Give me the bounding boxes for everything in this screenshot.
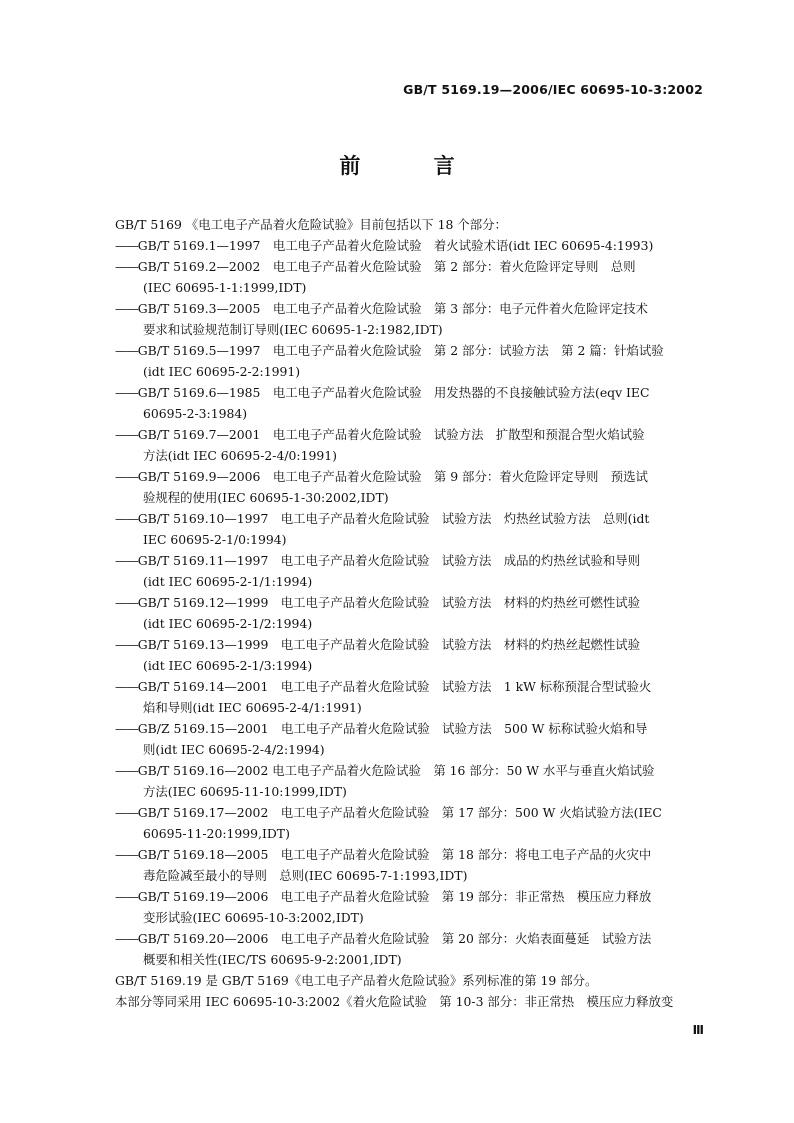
list-item-line — [115, 235, 705, 256]
list-item — [115, 298, 705, 340]
list-item — [115, 844, 705, 886]
list-item-continuation: (idt IEC 60695-2-1/1:1994) — [143, 574, 313, 589]
list-item — [115, 424, 705, 466]
list-item-line — [115, 886, 705, 907]
list-item-text: GB/T 5169.18—2005 电工电子产品着火危险试验 第 18 部分：将电工电子产品的火灾中 — [137, 847, 652, 862]
list-item — [115, 718, 705, 760]
list-item-continuation: IEC 60695-2-1/0:1994) — [143, 532, 287, 547]
list-item-line — [115, 634, 705, 655]
list-item-continuation: 变形试验(IEC 60695-10-3:2002,IDT) — [143, 910, 364, 925]
em-dash-marker: —— — [115, 847, 138, 862]
list-item-line — [115, 340, 705, 361]
list-item-continuation: (idt IEC 60695-2-2:1991) — [143, 364, 301, 379]
list-item-text: GB/T 5169.11—1997 电工电子产品着火危险试验 试验方法 成品的灼热丝试验和导则 — [137, 553, 641, 568]
list-item-text: GB/T 5169.12—1999 电工电子产品着火危险试验 试验方法 材料的灼热丝可燃性试验 — [137, 595, 641, 610]
list-item-text: GB/Z 5169.15—2001 电工电子产品着火危险试验 试验方法 500 W 标称试验火焰和导 — [137, 721, 648, 736]
em-dash-marker: —— — [115, 637, 138, 652]
page-title: 前 言 — [339, 154, 488, 178]
em-dash-marker: —— — [115, 238, 138, 253]
list-item — [115, 592, 705, 634]
list-item — [115, 634, 705, 676]
list-item — [115, 235, 705, 256]
em-dash-marker: —— — [115, 553, 138, 568]
list-item — [115, 382, 705, 424]
page-number: Ⅲ — [692, 1023, 704, 1037]
list-item-line — [115, 298, 705, 319]
list-item-line — [115, 676, 705, 697]
list-item-text: GB/T 5169.1—1997 电工电子产品着火危险试验 着火试验术语(idt IEC 60695-4:1993) — [137, 238, 654, 253]
list-item-continuation: 60695-11-20:1999,IDT) — [143, 826, 290, 841]
list-item-line — [115, 928, 705, 949]
list-item-continuation: 则(idt IEC 60695-2-4/2:1994) — [143, 742, 325, 757]
list-item-continuation: 焰和导则(idt IEC 60695-2-4/1:1991) — [143, 700, 362, 715]
list-item-line — [115, 718, 705, 739]
list-item-text: GB/T 5169.20—2006 电工电子产品着火危险试验 第 20 部分：火焰表面蔓延 试验方法 — [137, 931, 652, 946]
em-dash-marker: —— — [115, 385, 138, 400]
intro-paragraph: GB/T 5169 《电工电子产品着火危险试验》目前包括以下 18 个部分： — [115, 217, 507, 232]
list-item — [115, 802, 705, 844]
list-item-line — [115, 760, 705, 781]
list-item-text: GB/T 5169.6—1985 电工电子产品着火危险试验 用发热器的不良接触试验方法(eqv IEC — [137, 385, 650, 400]
list-item-continuation: 方法(idt IEC 60695-2-4/0:1991) — [143, 448, 337, 463]
em-dash-marker: —— — [115, 721, 138, 736]
list-item-line — [115, 256, 705, 277]
parts-list — [115, 235, 705, 970]
list-item-continuation: 60695-2-3:1984) — [143, 406, 248, 421]
em-dash-marker: —— — [115, 301, 138, 316]
list-item-continuation: 毒危险减至最小的导则 总则(IEC 60695-7-1:1993,IDT) — [143, 868, 468, 883]
list-item-continuation: 验规程的使用(IEC 60695-1-30:2002,IDT) — [143, 490, 389, 505]
list-item-line — [115, 466, 705, 487]
adoption-statement: 本部分等同采用 IEC 60695-10-3:2002《着火危险试验 第 10-3 部分：非正常热 模压应力释放变 — [115, 994, 674, 1009]
em-dash-marker: —— — [115, 259, 138, 274]
list-item-text: GB/T 5169.7—2001 电工电子产品着火危险试验 试验方法 扩散型和预混合型火焰试验 — [137, 427, 645, 442]
list-item — [115, 466, 705, 508]
list-item — [115, 760, 705, 802]
em-dash-marker: —— — [115, 511, 138, 526]
list-item-line — [115, 382, 705, 403]
em-dash-marker: —— — [115, 427, 138, 442]
list-item — [115, 550, 705, 592]
list-item-continuation: (IEC 60695-1-1:1999,IDT) — [143, 280, 307, 295]
list-item-text: GB/T 5169.10—1997 电工电子产品着火危险试验 试验方法 灼热丝试验方法 总则(idt — [137, 511, 650, 526]
em-dash-marker: —— — [115, 679, 138, 694]
em-dash-marker: —— — [115, 343, 138, 358]
list-item — [115, 928, 705, 970]
list-item-continuation: (idt IEC 60695-2-1/2:1994) — [143, 616, 313, 631]
series-statement: GB/T 5169.19 是 GB/T 5169《电工电子产品着火危险试验》系列标准的第 19 部分。 — [115, 973, 598, 988]
list-item-text: GB/T 5169.19—2006 电工电子产品着火危险试验 第 19 部分：非正常热 模压应力释放 — [137, 889, 652, 904]
list-item-line — [115, 508, 705, 529]
list-item-text: GB/T 5169.16—2002 电工电子产品着火危险试验 第 16 部分：50 W 水平与垂直火焰试验 — [137, 763, 655, 778]
list-item-continuation: 要求和试验规范制订导则(IEC 60695-1-2:1982,IDT) — [143, 322, 443, 337]
list-item-line — [115, 550, 705, 571]
em-dash-marker: —— — [115, 931, 138, 946]
list-item-text: GB/T 5169.5—1997 电工电子产品着火危险试验 第 2 部分：试验方法 第 2 篇：针焰试验 — [137, 343, 664, 358]
list-item-text: GB/T 5169.2—2002 电工电子产品着火危险试验 第 2 部分：着火危险评定导则 总则 — [137, 259, 636, 274]
list-item-line — [115, 844, 705, 865]
em-dash-marker: —— — [115, 469, 138, 484]
em-dash-marker: —— — [115, 595, 138, 610]
list-item-text: GB/T 5169.9—2006 电工电子产品着火危险试验 第 9 部分：着火危险评定导则 预选试 — [137, 469, 648, 484]
em-dash-marker: —— — [115, 763, 138, 778]
list-item-text: GB/T 5169.3—2005 电工电子产品着火危险试验 第 3 部分：电子元件着火危险评定技术 — [137, 301, 648, 316]
em-dash-marker: —— — [115, 889, 138, 904]
list-item-continuation: 概要和相关性(IEC/TS 60695-9-2:2001,IDT) — [143, 952, 402, 967]
list-item-line — [115, 424, 705, 445]
list-item-line — [115, 592, 705, 613]
list-item — [115, 676, 705, 718]
list-item — [115, 256, 705, 298]
document-header: GB/T 5169.19—2006/IEC 60695-10-3:2002 — [403, 82, 703, 97]
list-item-continuation: (idt IEC 60695-2-1/3:1994) — [143, 658, 313, 673]
list-item-line — [115, 802, 705, 823]
em-dash-marker: —— — [115, 805, 138, 820]
list-item-text: GB/T 5169.17—2002 电工电子产品着火危险试验 第 17 部分：500 W 火焰试验方法(IEC — [137, 805, 662, 820]
list-item — [115, 508, 705, 550]
list-item — [115, 886, 705, 928]
document-body — [115, 214, 705, 1012]
list-item-continuation: 方法(IEC 60695-11-10:1999,IDT) — [143, 784, 347, 799]
list-item-text: GB/T 5169.13—1999 电工电子产品着火危险试验 试验方法 材料的灼热丝起燃性试验 — [137, 637, 641, 652]
list-item — [115, 340, 705, 382]
list-item-text: GB/T 5169.14—2001 电工电子产品着火危险试验 试验方法 1 kW 标称预混合型试验火 — [137, 679, 652, 694]
